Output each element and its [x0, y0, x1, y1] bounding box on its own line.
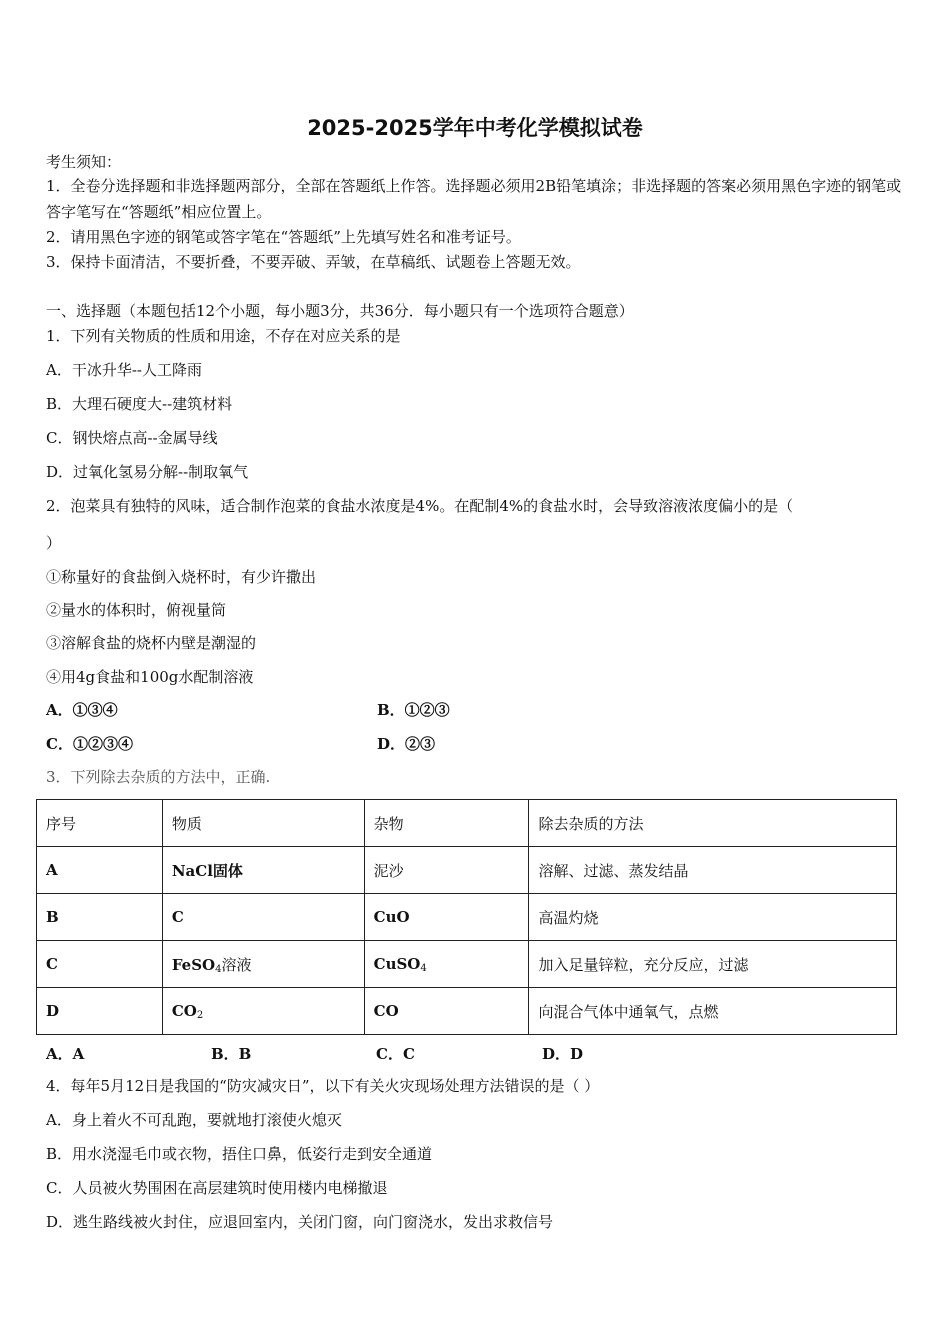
section-heading: 一、选择题（本题包括12个小题，每小题3分，共36分．每小题只有一个选项符合题意） — [46, 302, 634, 320]
question-4-stem: 4．每年5月12日是我国的“防灾减灾日”，以下有关火灾现场处理方法错误的是（ ） — [46, 1077, 600, 1095]
table-cell-impurity: CuO — [364, 894, 529, 941]
notice-heading: 考生须知： — [46, 153, 122, 171]
table-cell-substance: NaCl固体 — [162, 847, 364, 894]
question-2-option-c[interactable]: C．①②③④ — [46, 735, 133, 753]
question-1-stem: 1．下列有关物质的性质和用途，不存在对应关系的是 — [46, 327, 401, 345]
question-4-option-c[interactable]: C．人员被火势围困在高层建筑时使用楼内电梯撤退 — [46, 1179, 388, 1197]
table-row — [37, 941, 897, 988]
question-4-option-b[interactable]: B．用水浇湿毛巾或衣物，捂住口鼻，低姿行走到安全通道 — [46, 1145, 433, 1163]
table-cell-id: D — [37, 988, 163, 1035]
question-2-option-d[interactable]: D．②③ — [377, 735, 436, 753]
notice-item-3: 3．保持卡面清洁，不要折叠，不要弄破、弄皱，在草稿纸、试题卷上答题无效。 — [46, 253, 581, 271]
table-header-row — [37, 800, 897, 847]
question-2-item-3: ③溶解食盐的烧杯内壁是潮湿的 — [46, 634, 257, 652]
question-3-option-b[interactable]: B．B — [211, 1045, 252, 1063]
table-header: 除去杂质的方法 — [529, 800, 897, 847]
table-cell-method: 溶解、过滤、蒸发结晶 — [529, 847, 897, 894]
question-2-stem-end: ） — [46, 534, 62, 552]
question-4-option-a[interactable]: A．身上着火不可乱跑，要就地打滚使火熄灭 — [46, 1111, 342, 1129]
question-2-item-2: ②量水的体积时，俯视量筒 — [46, 601, 227, 619]
table-cell-impurity: CO — [364, 988, 529, 1035]
table-cell-method: 向混合气体中通氧气，点燃 — [529, 988, 897, 1035]
question-2-item-4: ④用4g食盐和100g水配制溶液 — [46, 668, 254, 686]
question-2-option-b[interactable]: B．①②③ — [377, 701, 450, 719]
question-1-option-d[interactable]: D．过氧化氢易分解--制取氧气 — [46, 463, 249, 481]
table-cell-substance: FeSO$_4$溶液 — [162, 941, 364, 988]
notice-item-2: 2．请用黑色字迹的钢笔或答字笔在“答题纸”上先填写姓名和准考证号。 — [46, 228, 521, 246]
table-header: 杂物 — [364, 800, 529, 847]
table-cell-method: 加入足量锌粒，充分反应，过滤 — [529, 941, 897, 988]
notice-item-1: 1．全卷分选择题和非选择题两部分，全部在答题纸上作答。选择题必须用2B铅笔填涂；非选择题的答案必须用黑色字迹的钢笔或答字笔写在“答题纸”相应位置上。 — [46, 177, 902, 221]
question-2-item-1: ①称量好的食盐倒入烧杯时，有少许撒出 — [46, 568, 317, 586]
question-4-option-d[interactable]: D．逃生路线被火封住，应退回室内，关闭门窗，向门窗浇水，发出求救信号 — [46, 1213, 554, 1231]
table-row — [37, 988, 897, 1035]
question-3-table — [36, 799, 897, 1035]
table-cell-substance: $CO_2$ — [162, 988, 364, 1035]
table-header: 物质 — [162, 800, 364, 847]
table-row — [37, 894, 897, 941]
table-cell-method: 高温灼烧 — [529, 894, 897, 941]
table-row — [37, 847, 897, 894]
table-cell-id: C — [37, 941, 163, 988]
table-cell-id: A — [37, 847, 163, 894]
table-cell-impurity: 泥沙 — [364, 847, 529, 894]
question-1-option-b[interactable]: B．大理石硬度大--建筑材料 — [46, 395, 233, 413]
page-title: 2025-2025学年中考化学模拟试卷 — [307, 116, 643, 140]
table-header: 序号 — [37, 800, 163, 847]
question-1-option-c[interactable]: C．钢快熔点高--金属导线 — [46, 429, 218, 447]
question-2-option-a[interactable]: A．①③④ — [46, 701, 118, 719]
question-3-option-c[interactable]: C．C — [376, 1045, 415, 1063]
table-cell-id: B — [37, 894, 163, 941]
question-2-stem: 2．泡菜具有独特的风味，适合制作泡菜的食盐水浓度是4%。在配制4%的食盐水时，会导致溶液浓度偏小的是（ — [46, 497, 794, 515]
question-3-stem: 3．下列除去杂质的方法中，正确. — [46, 768, 271, 786]
table-cell-impurity: CuSO$_4$ — [364, 941, 529, 988]
table-cell-substance: C — [162, 894, 364, 941]
question-1-option-a[interactable]: A．干冰升华--人工降雨 — [46, 361, 202, 379]
question-3-option-d[interactable]: D．D — [542, 1045, 584, 1063]
question-3-option-a[interactable]: A．A — [46, 1045, 85, 1063]
